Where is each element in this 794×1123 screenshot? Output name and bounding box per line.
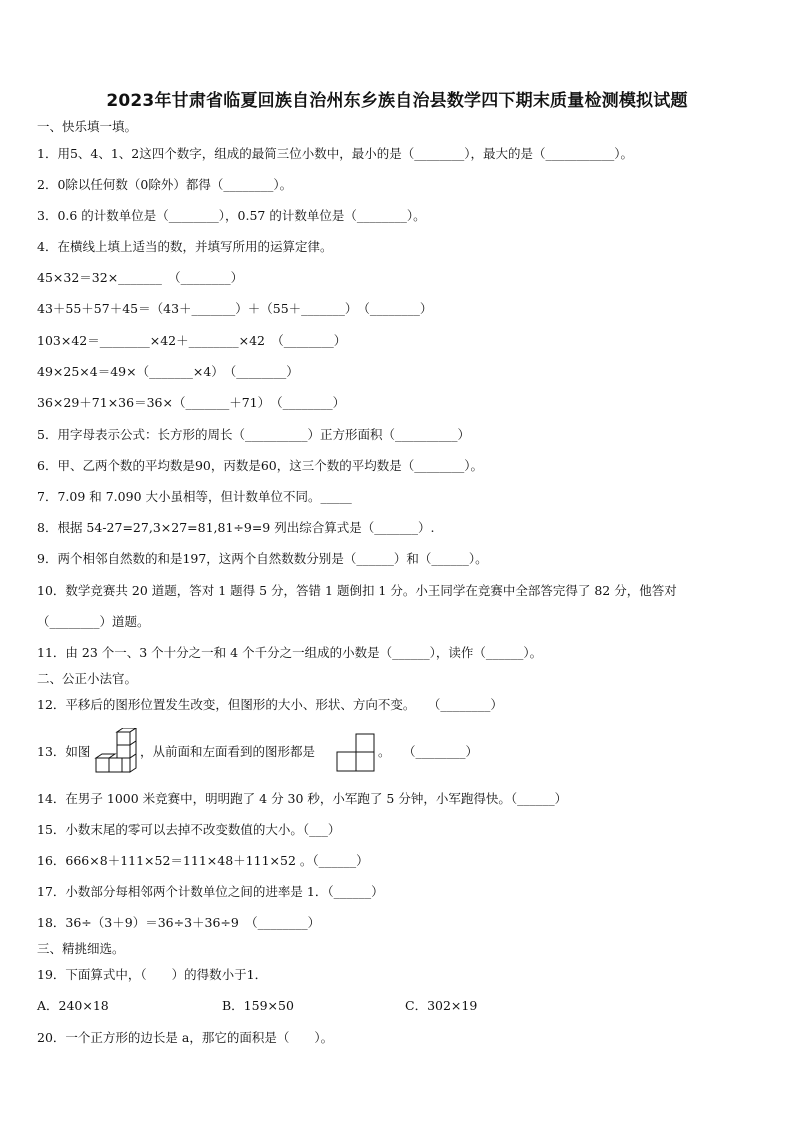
question-6: 6．甲、乙两个数的平均数是90，丙数是60，这三个数的平均数是（________）。: [37, 458, 484, 473]
question-7: 7．7.09 和 7.090 大小虽相等，但计数单位不同。_____: [37, 489, 352, 504]
cube-stack-figure: [94, 728, 140, 774]
question-12: 12．平移后的图形位置发生改变，但图形的大小、形状、方向不变。 （________）: [37, 697, 503, 712]
question-4: 4．在横线上填上适当的数，并填写所用的运算定律。: [37, 239, 333, 254]
question-10-line1: 10．数学竞赛共 20 道题，答对 1 题得 5 分，答错 1 题倒扣 1 分。小王同学在竞赛中全部答完得了 82 分，他答对: [37, 583, 677, 598]
question-1: 1．用5、4、1、2这四个数字，组成的最简三位小数中，最小的是（________），最大的是（___________）。: [37, 146, 634, 161]
question-9: 9．两个相邻自然数的和是197，这两个自然数数分别是（______）和（______）。: [37, 551, 488, 566]
section-heading-1: 一、快乐填一填。: [37, 119, 138, 134]
question-19-option-a: A．240×18: [37, 998, 109, 1013]
question-13-prefix: 13．如图: [37, 744, 91, 759]
question-19-option-b: B．159×50: [222, 998, 294, 1013]
question-4b: 43＋55＋57＋45＝（43＋_______）＋（55＋_______） （________）: [37, 301, 433, 316]
question-13-middle: ，从前面和左面看到的图形都是: [140, 744, 316, 759]
question-17: 17．小数部分每相邻两个计数单位之间的进率是 1．（______）: [37, 884, 384, 899]
question-4c: 103×42＝________×42＋________×42 （________）: [37, 333, 347, 348]
question-5: 5．用字母表示公式：长方形的周长（__________）正方形面积（__________）: [37, 427, 470, 442]
question-15: 15．小数末尾的零可以去掉不改变数值的大小。（___）: [37, 822, 341, 837]
question-2: 2．0除以任何数（0除外）都得（________）。: [37, 177, 293, 192]
section-heading-2: 二、公正小法官。: [37, 671, 138, 686]
question-20: 20．一个正方形的边长是 a，那它的面积是（ ）。: [37, 1030, 334, 1045]
question-16: 16．666×8＋111×52＝111×48＋111×52 。（______）: [37, 853, 369, 868]
question-8: 8．根据 54-27=27,3×27=81,81÷9=9 列出综合算式是（_______）.: [37, 520, 435, 535]
question-19: 19．下面算式中，（ ）的得数小于1．: [37, 967, 268, 982]
question-14: 14．在男子 1000 米竞赛中，明明跑了 4 分 30 秒，小军跑了 5 分钟，小军跑得快。（______）: [37, 791, 568, 806]
question-18: 18．36÷（3＋9）＝36÷3＋36÷9 （________）: [37, 915, 321, 930]
page-title: 2023年甘肃省临夏回族自治州东乡族自治县数学四下期末质量检测模拟试题: [106, 91, 688, 111]
question-4d: 49×25×4＝49×（_______×4） （________）: [37, 364, 299, 379]
question-4e: 36×29＋71×36＝36×（_______＋71） （________）: [37, 395, 346, 410]
question-3: 3．0.6 的计数单位是（________），0.57 的计数单位是（________）。: [37, 208, 426, 223]
section-heading-3: 三、精挑细选。: [37, 941, 125, 956]
view-shape-figure: [336, 733, 376, 773]
question-11: 11．由 23 个一、3 个十分之一和 4 个千分之一组成的小数是（______），读作（______）。: [37, 645, 543, 660]
question-19-option-c: C．302×19: [405, 998, 478, 1013]
question-13-suffix: 。 （________）: [378, 744, 479, 759]
question-10-line2: （________）道题。: [37, 614, 150, 629]
question-4a: 45×32＝32×_______ （________）: [37, 270, 244, 285]
